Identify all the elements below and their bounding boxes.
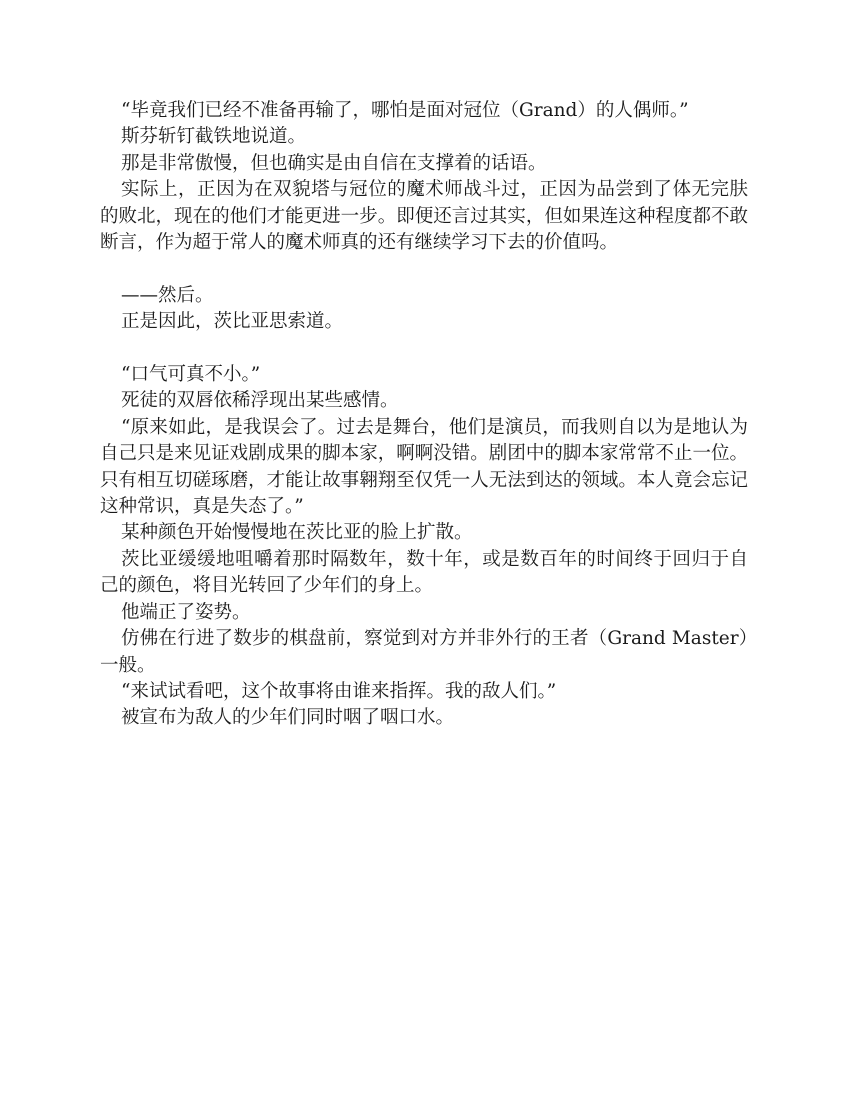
paragraph-12: 他端正了姿势。	[121, 601, 251, 623]
paragraph-3: 那是非常傲慢，但也确实是由自信在支撑着的话语。	[121, 152, 547, 174]
paragraph-1: “毕竟我们已经不准备再输了，哪怕是面对冠位（Grand）的人偶师。”	[121, 100, 689, 121]
paragraph-15: 被宣布为敌人的少年们同时咽了咽口水。	[121, 707, 455, 729]
paragraph-14: “来试试看吧，这个故事将由谁来指挥。我的敌人们。”	[121, 680, 557, 702]
paragraph-13: 仿佛在行进了数步的棋盘前，察觉到对方并非外行的王者（Grand Master）一般。	[100, 628, 748, 676]
paragraph-10: 某种颜色开始慢慢地在茨比亚的脸上扩散。	[121, 522, 473, 544]
blank-line-1	[100, 256, 748, 282]
paragraph-5: ——然后。	[121, 284, 214, 306]
paragraph-7: “口气可真不小。”	[121, 364, 261, 386]
paragraph-6: 正是因此，茨比亚思索道。	[121, 311, 344, 333]
blank-line-2	[100, 336, 748, 362]
paragraph-2: 斯芬斩钉截铁地说道。	[121, 126, 307, 148]
paragraph-9: “原来如此，是我误会了。过去是舞台，他们是演员，而我则自以为是地认为自己只是来见证戏剧成果的脚本家，啊啊没错。剧团中的脚本家常常不止一位。只有相互切磋琢磨，才能让故事翱翔至仅凭一人无法到达的领域。本人竟会忘记这种常识，真是失态了。”	[100, 416, 748, 518]
paragraph-4: 实际上，正因为在双貌塔与冠位的魔术师战斗过，正因为品尝到了体无完肤的败北，现在的他们才能更进一步。即便还言过其实，但如果连这种程度都不敢断言，作为超于常人的魔术师真的还有继续学习下去的价值吗。	[100, 179, 748, 254]
paragraph-8: 死徒的双唇依稀浮现出某些感情。	[121, 390, 399, 412]
document-page	[100, 98, 748, 732]
paragraph-11: 茨比亚缓缓地咀嚼着那时隔数年，数十年，或是数百年的时间终于回归于自己的颜色，将目光转回了少年们的身上。	[100, 548, 748, 597]
